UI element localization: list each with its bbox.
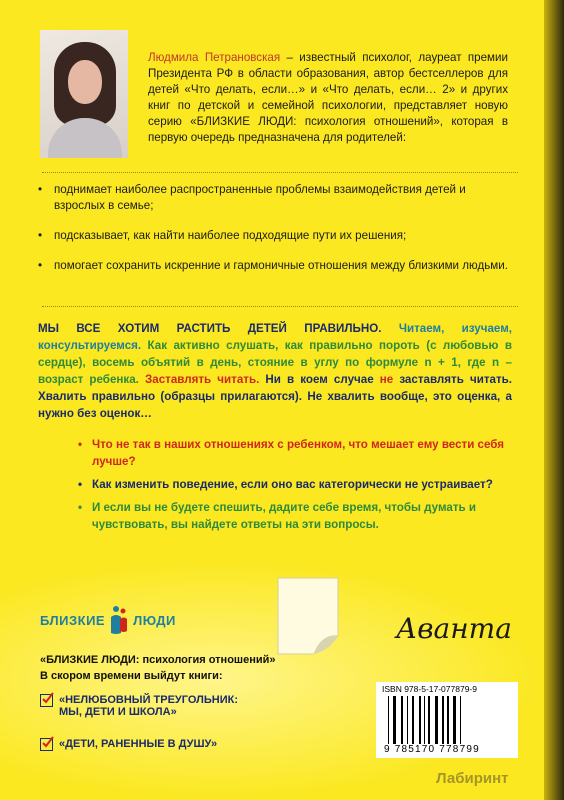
barcode-graphic (386, 696, 510, 744)
author-name: Людмила Петрановская (148, 51, 281, 64)
page-curl-graphic (268, 572, 348, 660)
question-list (78, 436, 512, 539)
watermark: Лабиринт (436, 770, 509, 787)
checkbox-icon (40, 738, 53, 751)
upcoming-book (40, 738, 217, 751)
book-title-line: «НЕЛЮБОВНЫЙ ТРЕУГОЛЬНИК: (59, 694, 239, 706)
main-text-segment: Заставлять читать. (138, 373, 260, 386)
upcoming-book (40, 694, 238, 718)
feature-item: • помогает сохранить искренние и гармоничные отношения между близкими людьми. (38, 258, 508, 274)
isbn-label: ISBN 978-5-17-077879-9 (382, 684, 477, 694)
main-text-segment: не (379, 373, 394, 386)
series-logo (40, 608, 176, 632)
series-title: «БЛИЗКИЕ ЛЮДИ: психология отношений» (40, 654, 276, 666)
barcode-digits: 9 785170 778799 (384, 744, 480, 755)
feature-item: • поднимает наиболее распространенные проблемы взаимодействия детей и взрослых в семье; (38, 182, 508, 214)
author-bio (148, 50, 508, 146)
question-item: • Что не так в наших отношениях с ребенком, что мешает ему вести себя лучше? (78, 436, 512, 470)
main-text-segment: Читаем, изучаем, консультируемся. (38, 322, 512, 352)
author-photo (40, 30, 128, 158)
main-text-segment: заставлять читать. Хвалить правильно (образцы прилагаются). Не хвалить вообще, это оценка, а нужно без оценок… (38, 373, 512, 420)
main-text (38, 320, 512, 422)
logo-text-left: БЛИЗКИЕ (40, 612, 106, 628)
publisher-logo: Аванта (396, 612, 512, 645)
divider (42, 306, 518, 307)
family-icon (109, 605, 129, 635)
main-text-segment: Ни в коем случае (259, 373, 380, 386)
logo-text-right: ЛЮДИ (133, 612, 176, 628)
bio-text: – известный психолог, лауреат премии Президента РФ в области образования, автор бестселлеров для детей «Что делать, если…» и «Что делать, если… 2» и других книг по детской и семейной психологии, представляет новую серию «БЛИЗКИЕ ЛЮДИ: психология отношений», которая в первую очередь предназначена для родителей: (148, 51, 508, 144)
feature-item: • подсказывает, как найти наиболее подходящие пути их решения; (38, 228, 508, 244)
main-text-segment: Как активно слушать, как правильно пороть (с любовью в сердце), восемь объятий в день, стояние в углу по формуле n + 1, где n – возраст ребенка. (38, 339, 512, 386)
question-item: • Как изменить поведение, если оно вас категорически не устраивает? (78, 476, 512, 493)
checkbox-icon (40, 694, 53, 707)
headline: МЫ ВСЕ ХОТИМ РАСТИТЬ ДЕТЕЙ ПРАВИЛЬНО. (38, 322, 382, 335)
book-title-line: «ДЕТИ, РАНЕННЫЕ В ДУШУ» (59, 738, 218, 750)
question-item: • И если вы не будете спешить, дадите себе время, чтобы думать и чувствовать, вы найдете ответы на эти вопросы. (78, 499, 512, 533)
book-title-line: МЫ, ДЕТИ И ШКОЛА» (59, 706, 177, 718)
series-subtitle: В скором времени выйдут книги: (40, 670, 223, 682)
divider (42, 172, 518, 173)
isbn-barcode (376, 682, 518, 758)
feature-list (38, 182, 508, 288)
book-edge (544, 0, 564, 800)
